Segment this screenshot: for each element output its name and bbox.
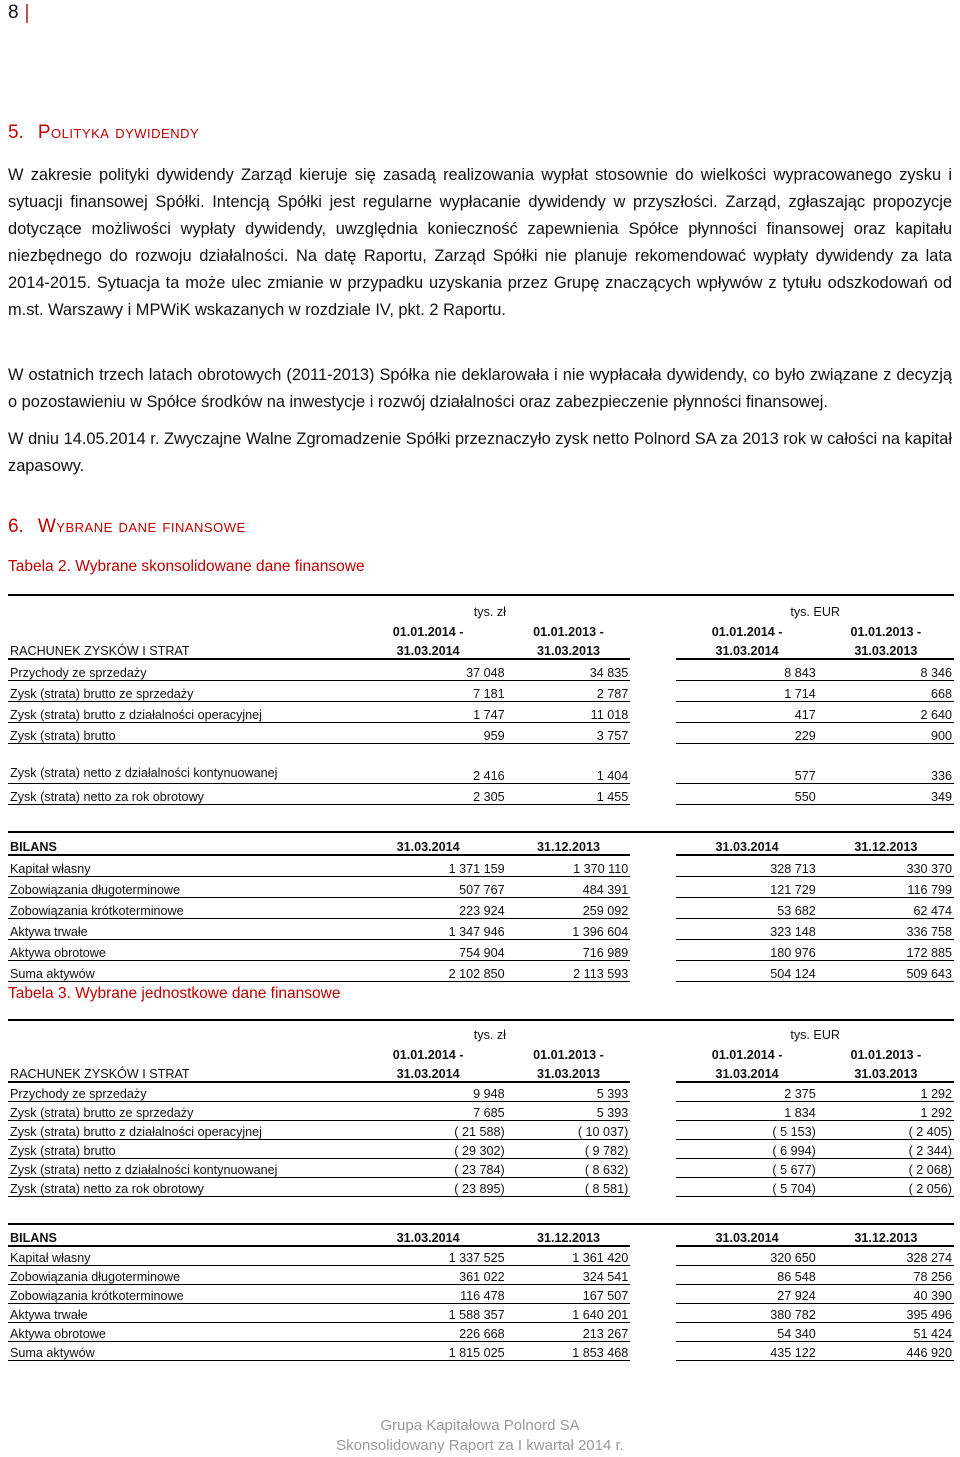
period-header: 31.03.2014 — [676, 1062, 817, 1082]
column-gap — [630, 1062, 676, 1082]
balance-date: 31.12.2013 — [507, 1224, 631, 1246]
period-header: 31.03.2014 — [350, 1062, 507, 1082]
row-value: 504 124 — [676, 960, 817, 981]
table-row — [8, 1284, 954, 1303]
page-number-divider — [26, 4, 28, 23]
row-value: ( 8 632) — [507, 1158, 631, 1177]
column-gap — [630, 639, 676, 659]
row-value: 116 799 — [818, 876, 954, 897]
column-gap — [630, 960, 676, 981]
row-label: Kapitał własny — [8, 1246, 350, 1265]
column-gap — [630, 722, 676, 743]
row-value: 27 924 — [676, 1284, 817, 1303]
table-row — [8, 1158, 954, 1177]
row-value: 2 787 — [507, 680, 631, 701]
row-value: 121 729 — [676, 876, 817, 897]
table-3-caption: Tabela 3. Wybrane jednostkowe dane finansowe — [8, 985, 341, 1002]
column-gap — [630, 701, 676, 722]
row-value: ( 29 302) — [350, 1139, 507, 1158]
row-value: 1 404 — [507, 743, 631, 783]
spacer-row — [8, 804, 954, 832]
currency-eur: tys. EUR — [790, 605, 841, 619]
row-value: 229 — [676, 722, 817, 743]
column-gap — [630, 659, 676, 680]
balance-date: 31.12.2013 — [818, 832, 954, 855]
row-label: Zobowiązania długoterminowe — [8, 1265, 350, 1284]
empty-cell — [8, 1196, 954, 1224]
table-row — [8, 659, 954, 680]
period-header: 31.03.2013 — [507, 1062, 631, 1082]
balance-date: 31.03.2014 — [350, 1224, 507, 1246]
footer-company: Grupa Kapitałowa Polnord SA — [380, 1417, 580, 1434]
row-value: 395 496 — [818, 1303, 954, 1322]
row-label: Zysk (strata) brutto z działalności operacyjnej — [8, 701, 350, 722]
balance-date: 31.12.2013 — [507, 832, 631, 855]
row-value: 34 835 — [507, 659, 631, 680]
row-label: Zysk (strata) brutto — [8, 722, 350, 743]
row-value: 2 305 — [350, 783, 507, 804]
column-gap — [630, 1322, 676, 1341]
table-row — [8, 1303, 954, 1322]
section-5-title: Polityka dywidendy — [37, 122, 200, 143]
table-row — [8, 1101, 954, 1120]
table-row — [8, 1341, 954, 1360]
column-gap — [630, 1139, 676, 1158]
row-value: 484 391 — [507, 876, 631, 897]
row-value: 446 920 — [818, 1341, 954, 1360]
row-value: 2 640 — [818, 701, 954, 722]
column-gap — [630, 743, 676, 783]
balance-title: BILANS — [8, 832, 350, 855]
period-header-row — [8, 1042, 954, 1062]
row-value: ( 6 994) — [676, 1139, 817, 1158]
column-gap — [630, 595, 676, 619]
row-value: 9 948 — [350, 1082, 507, 1101]
row-value: 8 843 — [676, 659, 817, 680]
currency-eur: tys. EUR — [790, 1028, 841, 1042]
row-label: Aktywa obrotowe — [8, 939, 350, 960]
row-value: 336 — [818, 743, 954, 783]
section-5-number: 5. — [8, 122, 24, 143]
table-row — [8, 1322, 954, 1341]
row-value: 1 371 159 — [350, 855, 507, 876]
table-row — [8, 1082, 954, 1101]
row-value: 2 102 850 — [350, 960, 507, 981]
dividend-history-paragraph: W ostatnich trzech latach obrotowych (2011-2013) Spółka nie deklarowała i nie wypłacała dywidendy, co było związane z decyzją o pozostawieniu w Spółce środków na inwestycje i rozwój działalności oraz zabezpieczenie płynności finansowej. — [8, 366, 952, 411]
period-header: 01.01.2014 - — [711, 1048, 783, 1062]
row-value: 417 — [676, 701, 817, 722]
row-value: 1 396 604 — [507, 918, 631, 939]
row-value: ( 9 782) — [507, 1139, 631, 1158]
row-value: 2 375 — [676, 1082, 817, 1101]
row-value: 900 — [818, 722, 954, 743]
column-gap — [630, 855, 676, 876]
balance-date: 31.03.2014 — [350, 832, 507, 855]
table-row — [8, 876, 954, 897]
row-value: 37 048 — [350, 659, 507, 680]
row-value: 259 092 — [507, 897, 631, 918]
row-value: 328 713 — [676, 855, 817, 876]
row-value: 11 018 — [507, 701, 631, 722]
row-value: 53 682 — [676, 897, 817, 918]
row-value: ( 21 588) — [350, 1120, 507, 1139]
row-label: Zysk (strata) brutto ze sprzedaży — [8, 1101, 350, 1120]
row-value: ( 5 704) — [676, 1177, 817, 1196]
empty-cell — [8, 1020, 350, 1042]
table-row — [8, 939, 954, 960]
table-row — [8, 918, 954, 939]
row-value: 1 337 525 — [350, 1246, 507, 1265]
period-header: 31.03.2013 — [507, 639, 631, 659]
page-number: 8 — [8, 2, 19, 23]
column-gap — [630, 897, 676, 918]
row-value: 1 347 946 — [350, 918, 507, 939]
period-header: 31.03.2013 — [818, 1062, 954, 1082]
row-value: 213 267 — [507, 1322, 631, 1341]
spacer-row — [8, 1196, 954, 1224]
row-value: 172 885 — [818, 939, 954, 960]
row-value: 320 650 — [676, 1246, 817, 1265]
row-value: 7 685 — [350, 1101, 507, 1120]
row-value: 323 148 — [676, 918, 817, 939]
row-value: 1 361 420 — [507, 1246, 631, 1265]
row-value: 1 714 — [676, 680, 817, 701]
row-value: 8 346 — [818, 659, 954, 680]
row-value: ( 2 344) — [818, 1139, 954, 1158]
row-value: 1 370 110 — [507, 855, 631, 876]
section-6-number: 6. — [8, 516, 24, 537]
row-value: 324 541 — [507, 1265, 631, 1284]
row-value: 116 478 — [350, 1284, 507, 1303]
row-value: 180 976 — [676, 939, 817, 960]
row-value: 3 757 — [507, 722, 631, 743]
row-label: Przychody ze sprzedaży — [8, 659, 350, 680]
row-value: 754 904 — [350, 939, 507, 960]
period-header-row — [8, 1062, 954, 1082]
table-row — [8, 1120, 954, 1139]
column-gap — [630, 1246, 676, 1265]
row-value: ( 2 056) — [818, 1177, 954, 1196]
row-label: Zobowiązania krótkoterminowe — [8, 897, 350, 918]
column-gap — [630, 1224, 676, 1246]
section-6-heading — [8, 516, 246, 538]
currency-header-row — [8, 1020, 954, 1042]
row-label: Zobowiązania krótkoterminowe — [8, 1284, 350, 1303]
period-header-row — [8, 619, 954, 639]
row-value: 223 924 — [350, 897, 507, 918]
row-value: 1 834 — [676, 1101, 817, 1120]
row-value: 1 853 468 — [507, 1341, 631, 1360]
row-value: 716 989 — [507, 939, 631, 960]
row-value: ( 10 037) — [507, 1120, 631, 1139]
period-header: 31.03.2014 — [350, 639, 507, 659]
row-value: ( 5 677) — [676, 1158, 817, 1177]
period-header-row — [8, 639, 954, 659]
row-label: Zysk (strata) netto z działalności kontynuowanej — [8, 743, 350, 783]
row-value: 86 548 — [676, 1265, 817, 1284]
row-value: ( 23 784) — [350, 1158, 507, 1177]
row-value: 380 782 — [676, 1303, 817, 1322]
column-gap — [630, 1177, 676, 1196]
row-value: 5 393 — [507, 1082, 631, 1101]
table-row — [8, 1265, 954, 1284]
column-gap — [630, 939, 676, 960]
row-label: Suma aktywów — [8, 960, 350, 981]
row-value: 328 274 — [818, 1246, 954, 1265]
row-value: 668 — [818, 680, 954, 701]
period-header: 01.01.2013 - — [533, 625, 604, 639]
period-header: 01.01.2014 - — [711, 625, 783, 639]
balance-header-row — [8, 1224, 954, 1246]
row-value: ( 2 405) — [818, 1120, 954, 1139]
row-label: Zysk (strata) brutto z działalności operacyjnej — [8, 1120, 350, 1139]
table-row — [8, 897, 954, 918]
table-row — [8, 1246, 954, 1265]
row-value: 507 767 — [350, 876, 507, 897]
empty-cell — [8, 619, 350, 639]
column-gap — [630, 680, 676, 701]
row-label: Zysk (strata) netto za rok obrotowy — [8, 1177, 350, 1196]
row-value: 167 507 — [507, 1284, 631, 1303]
row-label: Suma aktywów — [8, 1341, 350, 1360]
currency-header-row — [8, 595, 954, 619]
row-label: Zysk (strata) netto z działalności kontynuowanej — [8, 1158, 350, 1177]
row-label: Zysk (strata) brutto ze sprzedaży — [8, 680, 350, 701]
column-gap — [630, 1284, 676, 1303]
column-gap — [630, 1020, 676, 1042]
row-label: Zysk (strata) brutto — [8, 1139, 350, 1158]
empty-cell — [8, 804, 954, 832]
row-value: ( 23 895) — [350, 1177, 507, 1196]
standalone-financial-table — [8, 1019, 954, 1361]
row-value: 361 022 — [350, 1265, 507, 1284]
row-value: 62 474 — [818, 897, 954, 918]
balance-header-row — [8, 832, 954, 855]
balance-date: 31.03.2014 — [676, 832, 817, 855]
row-value: 509 643 — [818, 960, 954, 981]
table-row — [8, 855, 954, 876]
table-row — [8, 680, 954, 701]
balance-date: 31.12.2013 — [818, 1224, 954, 1246]
income-statement-title: RACHUNEK ZYSKÓW I STRAT — [8, 1062, 350, 1082]
row-value: 1 815 025 — [350, 1341, 507, 1360]
table-row — [8, 701, 954, 722]
row-value: 959 — [350, 722, 507, 743]
column-gap — [630, 876, 676, 897]
income-statement-title: RACHUNEK ZYSKÓW I STRAT — [8, 639, 350, 659]
section-5-heading — [8, 122, 199, 144]
row-value: 1 588 357 — [350, 1303, 507, 1322]
row-value: 336 758 — [818, 918, 954, 939]
column-gap — [630, 1265, 676, 1284]
row-value: ( 5 153) — [676, 1120, 817, 1139]
empty-cell — [8, 1042, 350, 1062]
row-value: 1 640 201 — [507, 1303, 631, 1322]
row-value: 577 — [676, 743, 817, 783]
period-header: 31.03.2013 — [818, 639, 954, 659]
table-2-caption: Tabela 2. Wybrane skonsolidowane dane finansowe — [8, 558, 365, 575]
row-value: 550 — [676, 783, 817, 804]
column-gap — [630, 1158, 676, 1177]
row-value: 1 747 — [350, 701, 507, 722]
period-header: 01.01.2013 - — [850, 625, 922, 639]
row-value: ( 2 068) — [818, 1158, 954, 1177]
row-label: Zobowiązania długoterminowe — [8, 876, 350, 897]
column-gap — [630, 1341, 676, 1360]
section-6-title: Wybrane dane finansowe — [37, 516, 246, 537]
column-gap — [630, 619, 676, 639]
period-header: 01.01.2014 - — [392, 625, 464, 639]
row-label: Aktywa trwałe — [8, 918, 350, 939]
column-gap — [630, 832, 676, 855]
row-value: 40 390 — [818, 1284, 954, 1303]
column-gap — [630, 1101, 676, 1120]
table-row — [8, 960, 954, 981]
row-value: 54 340 — [676, 1322, 817, 1341]
row-value: 1 292 — [818, 1082, 954, 1101]
period-header: 31.03.2014 — [676, 639, 817, 659]
row-label: Aktywa trwałe — [8, 1303, 350, 1322]
table-row — [8, 743, 954, 783]
row-value: 78 256 — [818, 1265, 954, 1284]
footer-report: Skonsolidowany Raport za I kwartał 2014 r. — [336, 1437, 624, 1454]
row-value: 1 455 — [507, 783, 631, 804]
dividend-policy-paragraph: W zakresie polityki dywidendy Zarząd kieruje się zasadą realizowania wypłat stosownie do wielkości wypracowanego zysku i sytuacji finansowej Spółki. Intencją Spółki jest regularne wypłacanie dywidendy w przyszłości. Zarząd, zgłaszając propozycje dotyczące możliwości wypłaty dywidendy, uwzględnia konieczność zapewnienia Spółce płynności finansowej oraz kapitału niezbędnego do rozwoju działalności. Na datę Raportu, Zarząd Spółki nie planuje rekomendować wypłaty dywidendy za lata 2014-2015. Sytuacja ta może ulec zmianie w przypadku uzyskania przez Grupę znaczących wpływów z tytułu odszkodowań od m.st. Warszawy i MPWiK wskazanych w rozdziale IV, pkt. 2 Raportu. — [8, 166, 952, 319]
column-gap — [630, 1042, 676, 1062]
consolidated-financial-table — [8, 594, 954, 982]
column-gap — [630, 783, 676, 804]
row-value: 7 181 — [350, 680, 507, 701]
empty-cell — [8, 595, 350, 619]
column-gap — [630, 1082, 676, 1101]
row-value: 5 393 — [507, 1101, 631, 1120]
period-header: 01.01.2013 - — [533, 1048, 604, 1062]
row-value: 226 668 — [350, 1322, 507, 1341]
row-label: Kapitał własny — [8, 855, 350, 876]
currency-pln: tys. zł — [473, 1028, 506, 1042]
row-label: Przychody ze sprzedaży — [8, 1082, 350, 1101]
balance-title: BILANS — [8, 1224, 350, 1246]
row-value: 2 113 593 — [507, 960, 631, 981]
row-label: Aktywa obrotowe — [8, 1322, 350, 1341]
balance-date: 31.03.2014 — [676, 1224, 817, 1246]
column-gap — [630, 1303, 676, 1322]
row-value: 330 370 — [818, 855, 954, 876]
row-value: 349 — [818, 783, 954, 804]
period-header: 01.01.2013 - — [850, 1048, 922, 1062]
table-row — [8, 722, 954, 743]
period-header: 01.01.2014 - — [392, 1048, 464, 1062]
row-value: 2 416 — [350, 743, 507, 783]
row-value: 435 122 — [676, 1341, 817, 1360]
table-row — [8, 1139, 954, 1158]
column-gap — [630, 918, 676, 939]
row-label: Zysk (strata) netto za rok obrotowy — [8, 783, 350, 804]
table-row — [8, 783, 954, 804]
agm-paragraph: W dniu 14.05.2014 r. Zwyczajne Walne Zgromadzenie Spółki przeznaczyło zysk netto Polnord SA za 2013 rok w całości na kapitał zapasowy. — [8, 430, 952, 475]
row-value: 1 292 — [818, 1101, 954, 1120]
currency-pln: tys. zł — [473, 605, 506, 619]
row-value: 51 424 — [818, 1322, 954, 1341]
table-row — [8, 1177, 954, 1196]
row-value: ( 8 581) — [507, 1177, 631, 1196]
column-gap — [630, 1120, 676, 1139]
